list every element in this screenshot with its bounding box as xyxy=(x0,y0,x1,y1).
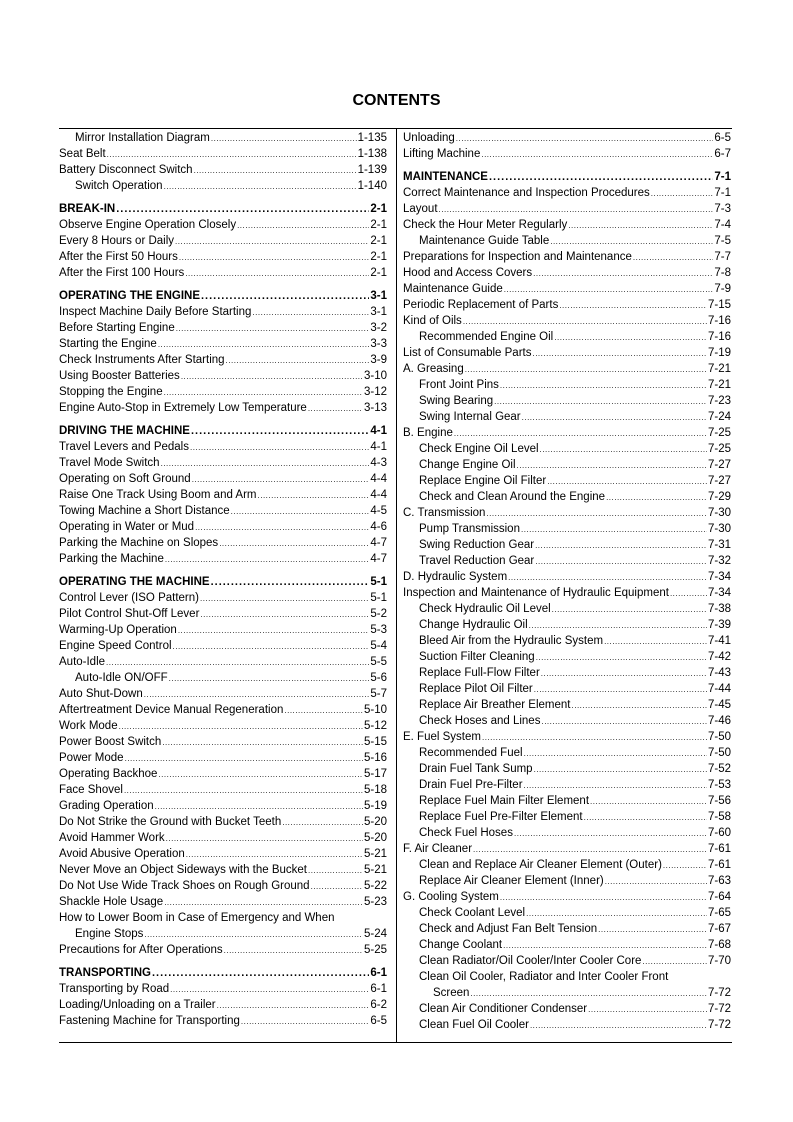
toc-entry[interactable]: Do Not Use Wide Track Shoes on Rough Ground ..... 5-22 xyxy=(59,878,387,894)
toc-entry[interactable]: Suction Filter Cleaning ..... 7-42 xyxy=(403,649,731,665)
toc-entry[interactable]: Transporting by Road ..... 6-1 xyxy=(59,981,387,997)
toc-entry[interactable]: Warming-Up Operation ..... 5-3 xyxy=(59,622,387,638)
toc-entry[interactable]: Replace Pilot Oil Filter ..... 7-44 xyxy=(403,681,731,697)
toc-entry[interactable]: Hood and Access Covers ..... 7-8 xyxy=(403,265,731,281)
toc-entry[interactable]: After the First 50 Hours ..... 2-1 xyxy=(59,249,387,265)
toc-entry[interactable]: Shackle Hole Usage ..... 5-23 xyxy=(59,894,387,910)
toc-entry[interactable]: Screen ..... 7-72 xyxy=(403,985,731,1001)
toc-entry[interactable]: F. Air Cleaner ..... 7-61 xyxy=(403,841,731,857)
toc-entry[interactable]: Replace Air Breather Element ..... 7-45 xyxy=(403,697,731,713)
toc-entry[interactable]: Control Lever (ISO Pattern) ..... 5-1 xyxy=(59,590,387,606)
toc-entry[interactable]: Auto-Idle ..... 5-5 xyxy=(59,654,387,670)
toc-entry[interactable]: Every 8 Hours or Daily ..... 2-1 xyxy=(59,233,387,249)
toc-entry[interactable]: A. Greasing ..... 7-21 xyxy=(403,361,731,377)
toc-right-column xyxy=(403,130,731,1033)
toc-entry[interactable]: Check and Adjust Fan Belt Tension ..... 7-67 xyxy=(403,921,731,937)
toc-entry[interactable]: Replace Air Cleaner Element (Inner) ..... 7-63 xyxy=(403,873,731,889)
toc-entry[interactable]: G. Cooling System ..... 7-64 xyxy=(403,889,731,905)
column-divider xyxy=(396,128,397,1042)
toc-entry[interactable]: Clean Fuel Oil Cooler ..... 7-72 xyxy=(403,1017,731,1033)
toc-entry[interactable]: Precautions for After Operations ..... 5-25 xyxy=(59,942,387,958)
toc-entry[interactable]: Do Not Strike the Ground with Bucket Teeth ..... 5-20 xyxy=(59,814,387,830)
toc-entry[interactable]: E. Fuel System ..... 7-50 xyxy=(403,729,731,745)
toc-entry[interactable]: Auto-Idle ON/OFF ..... 5-6 xyxy=(59,670,387,686)
toc-entry[interactable]: Seat Belt ..... 1-138 xyxy=(59,146,387,162)
toc-entry[interactable]: Engine Auto-Stop in Extremely Low Temperature ..... 3-13 xyxy=(59,400,387,416)
toc-entry[interactable]: Check and Clean Around the Engine ..... 7-29 xyxy=(403,489,731,505)
toc-section-heading[interactable]: OPERATING THE ENGINE ..... 3-1 xyxy=(59,288,387,304)
toc-entry[interactable]: Power Mode ..... 5-16 xyxy=(59,750,387,766)
toc-entry[interactable]: Replace Fuel Pre-Filter Element ..... 7-58 xyxy=(403,809,731,825)
toc-entry[interactable]: Unloading ..... 6-5 xyxy=(403,130,731,146)
toc-entry[interactable]: Lifting Machine ..... 6-7 xyxy=(403,146,731,162)
toc-entry[interactable]: Check Fuel Hoses ..... 7-60 xyxy=(403,825,731,841)
toc-entry[interactable]: Bleed Air from the Hydraulic System ..... 7-41 xyxy=(403,633,731,649)
toc-entry[interactable]: Check the Hour Meter Regularly ..... 7-4 xyxy=(403,217,731,233)
toc-entry[interactable]: Check Coolant Level ..... 7-65 xyxy=(403,905,731,921)
toc-entry[interactable]: Kind of Oils ..... 7-16 xyxy=(403,313,731,329)
toc-entry[interactable]: Battery Disconnect Switch ..... 1-139 xyxy=(59,162,387,178)
toc-entry[interactable]: Preparations for Inspection and Maintenance ..... 7-7 xyxy=(403,249,731,265)
toc-entry[interactable]: Swing Bearing ..... 7-23 xyxy=(403,393,731,409)
bottom-rule xyxy=(59,1042,732,1043)
toc-section-heading[interactable]: BREAK-IN ..... 2-1 xyxy=(59,201,387,217)
toc-entry[interactable]: Observe Engine Operation Closely ..... 2-1 xyxy=(59,217,387,233)
toc-entry[interactable]: Clean Radiator/Oil Cooler/Inter Cooler Core ..... 7-70 xyxy=(403,953,731,969)
toc-entry[interactable]: Raise One Track Using Boom and Arm ..... 4-4 xyxy=(59,487,387,503)
toc-entry[interactable]: Swing Internal Gear ..... 7-24 xyxy=(403,409,731,425)
toc-entry[interactable]: Layout ..... 7-3 xyxy=(403,201,731,217)
toc-entry[interactable]: After the First 100 Hours ..... 2-1 xyxy=(59,265,387,281)
toc-entry[interactable]: Inspect Machine Daily Before Starting ..... 3-1 xyxy=(59,304,387,320)
toc-entry[interactable]: Switch Operation ..... 1-140 xyxy=(59,178,387,194)
toc-entry-wrap-line[interactable]: Clean Oil Cooler, Radiator and Inter Cooler Front xyxy=(419,971,669,983)
toc-entry[interactable]: Engine Speed Control ..... 5-4 xyxy=(59,638,387,654)
toc-section-heading[interactable]: TRANSPORTING ..... 6-1 xyxy=(59,965,387,981)
toc-entry[interactable]: D. Hydraulic System ..... 7-34 xyxy=(403,569,731,585)
toc-entry[interactable]: Change Coolant ..... 7-68 xyxy=(403,937,731,953)
toc-entry[interactable]: Engine Stops ..... 5-24 xyxy=(59,926,387,942)
toc-entry[interactable]: B. Engine ..... 7-25 xyxy=(403,425,731,441)
toc-entry[interactable]: Parking the Machine ..... 4-7 xyxy=(59,551,387,567)
toc-entry[interactable]: Operating Backhoe ..... 5-17 xyxy=(59,766,387,782)
toc-entry[interactable]: Recommended Engine Oil ..... 7-16 xyxy=(403,329,731,345)
toc-entry[interactable]: Face Shovel ..... 5-18 xyxy=(59,782,387,798)
toc-entry[interactable]: Clean Air Conditioner Condenser ..... 7-72 xyxy=(403,1001,731,1017)
toc-entry[interactable]: Change Hydraulic Oil ..... 7-39 xyxy=(403,617,731,633)
page-title: CONTENTS xyxy=(352,92,441,109)
toc-entry[interactable]: Mirror Installation Diagram ..... 1-135 xyxy=(59,130,387,146)
toc-entry[interactable]: Maintenance Guide Table ..... 7-5 xyxy=(403,233,731,249)
toc-entry[interactable]: Replace Full-Flow Filter ..... 7-43 xyxy=(403,665,731,681)
toc-entry[interactable]: Starting the Engine ..... 3-3 xyxy=(59,336,387,352)
toc-entry-wrap-line[interactable]: How to Lower Boom in Case of Emergency and When xyxy=(59,912,335,924)
toc-entry[interactable]: Change Engine Oil ..... 7-27 xyxy=(403,457,731,473)
toc-entry[interactable]: Pump Transmission ..... 7-30 xyxy=(403,521,731,537)
toc-entry[interactable]: Travel Mode Switch ..... 4-3 xyxy=(59,455,387,471)
toc-section-heading[interactable]: MAINTENANCE ..... 7-1 xyxy=(403,169,731,185)
toc-entry[interactable]: Pilot Control Shut-Off Lever ..... 5-2 xyxy=(59,606,387,622)
toc-entry[interactable]: Replace Fuel Main Filter Element ..... 7-56 xyxy=(403,793,731,809)
toc-entry[interactable]: Check Hydraulic Oil Level ..... 7-38 xyxy=(403,601,731,617)
toc-section-heading[interactable]: DRIVING THE MACHINE ..... 4-1 xyxy=(59,423,387,439)
toc-entry[interactable]: Stopping the Engine ..... 3-12 xyxy=(59,384,387,400)
toc-entry[interactable]: Avoid Hammer Work ..... 5-20 xyxy=(59,830,387,846)
toc-entry[interactable]: Clean and Replace Air Cleaner Element (Outer) ..... 7-61 xyxy=(403,857,731,873)
toc-entry[interactable]: Work Mode ..... 5-12 xyxy=(59,718,387,734)
toc-entry[interactable]: Drain Fuel Tank Sump ..... 7-52 xyxy=(403,761,731,777)
toc-entry[interactable]: Swing Reduction Gear ..... 7-31 xyxy=(403,537,731,553)
toc-entry[interactable]: Avoid Abusive Operation ..... 5-21 xyxy=(59,846,387,862)
toc-entry[interactable]: Recommended Fuel ..... 7-50 xyxy=(403,745,731,761)
toc-entry[interactable]: Check Instruments After Starting ..... 3-9 xyxy=(59,352,387,368)
toc-entry[interactable]: Drain Fuel Pre-Filter ..... 7-53 xyxy=(403,777,731,793)
toc-entry[interactable]: Check Engine Oil Level ..... 7-25 xyxy=(403,441,731,457)
toc-entry[interactable]: C. Transmission ..... 7-30 xyxy=(403,505,731,521)
toc-entry[interactable]: List of Consumable Parts ..... 7-19 xyxy=(403,345,731,361)
toc-section-heading[interactable]: OPERATING THE MACHINE ..... 5-1 xyxy=(59,574,387,590)
toc-entry[interactable]: Maintenance Guide ..... 7-9 xyxy=(403,281,731,297)
toc-entry[interactable]: Never Move an Object Sideways with the Bucket ..... 5-21 xyxy=(59,862,387,878)
toc-entry[interactable]: Power Boost Switch ..... 5-15 xyxy=(59,734,387,750)
toc-entry[interactable]: Towing Machine a Short Distance ..... 4-5 xyxy=(59,503,387,519)
toc-entry[interactable]: Before Starting Engine ..... 3-2 xyxy=(59,320,387,336)
toc-entry[interactable]: Travel Reduction Gear ..... 7-32 xyxy=(403,553,731,569)
toc-entry[interactable]: Using Booster Batteries ..... 3-10 xyxy=(59,368,387,384)
toc-entry[interactable]: Periodic Replacement of Parts ..... 7-15 xyxy=(403,297,731,313)
toc-left-column xyxy=(59,130,387,1029)
toc-entry[interactable]: Front Joint Pins ..... 7-21 xyxy=(403,377,731,393)
toc-entry[interactable]: Parking the Machine on Slopes ..... 4-7 xyxy=(59,535,387,551)
toc-entry[interactable]: Check Hoses and Lines ..... 7-46 xyxy=(403,713,731,729)
toc-entry[interactable]: Operating on Soft Ground ..... 4-4 xyxy=(59,471,387,487)
toc-entry[interactable]: Auto Shut-Down ..... 5-7 xyxy=(59,686,387,702)
toc-entry[interactable]: Travel Levers and Pedals ..... 4-1 xyxy=(59,439,387,455)
toc-entry[interactable]: Replace Engine Oil Filter ..... 7-27 xyxy=(403,473,731,489)
toc-entry[interactable]: Aftertreatment Device Manual Regeneration ..... 5-10 xyxy=(59,702,387,718)
toc-entry[interactable]: Operating in Water or Mud ..... 4-6 xyxy=(59,519,387,535)
toc-entry[interactable]: Correct Maintenance and Inspection Procedures ..... 7-1 xyxy=(403,185,731,201)
toc-entry[interactable]: Inspection and Maintenance of Hydraulic Equipment ..... 7-34 xyxy=(403,585,731,601)
toc-entry[interactable]: Fastening Machine for Transporting ..... 6-5 xyxy=(59,1013,387,1029)
toc-entry[interactable]: Grading Operation ..... 5-19 xyxy=(59,798,387,814)
toc-entry[interactable]: Loading/Unloading on a Trailer ..... 6-2 xyxy=(59,997,387,1013)
